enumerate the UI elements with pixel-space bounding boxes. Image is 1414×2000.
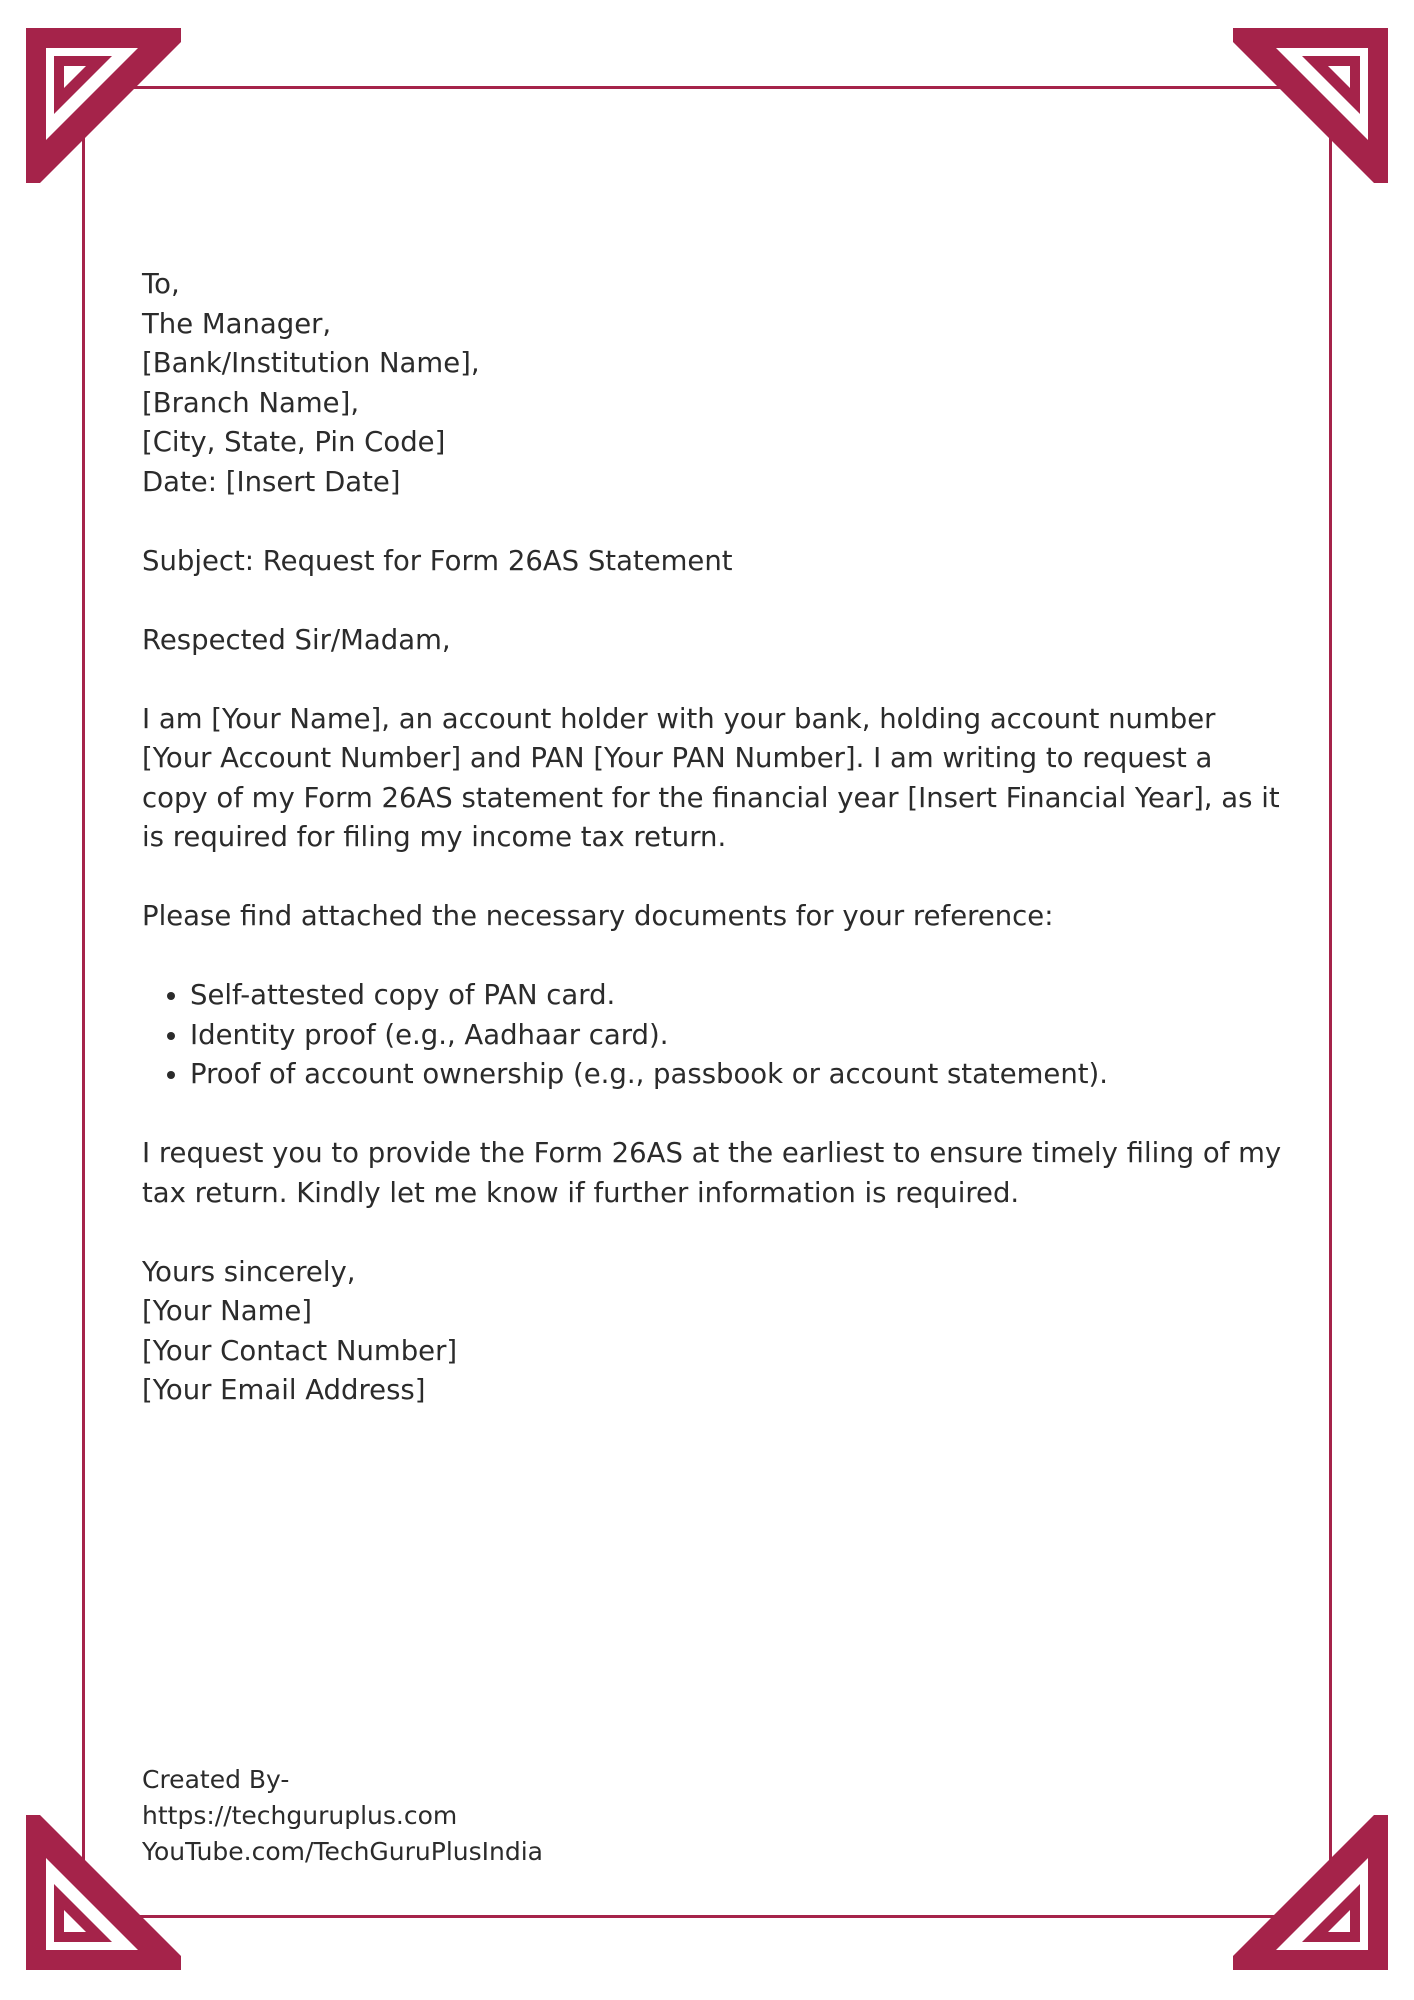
recipient-institution: [Bank/Institution Name], xyxy=(142,347,480,379)
recipient-block xyxy=(142,265,1282,502)
letter-date: Date: [Insert Date] xyxy=(142,465,401,498)
list-item: • Self-attested copy of PAN card. xyxy=(190,976,1282,1016)
signoff-contact: [Your Contact Number] xyxy=(142,1334,458,1367)
corner-ornament-top-right xyxy=(1228,28,1388,188)
list-item: • Proof of account ownership (e.g., passbook or account statement). xyxy=(190,1055,1282,1095)
signoff-name: [Your Name] xyxy=(142,1295,313,1327)
recipient-city: [City, State, Pin Code] xyxy=(142,426,446,458)
footer-credits xyxy=(142,1762,543,1870)
body-paragraph: I am [Your Name], an account holder with your bank, holding account number [Your Account Number] and PAN [Your PAN Number]. I am writing to request a copy of my Form 26AS statement for the financial year [Insert Financial Year], as it is required for filing my income tax return. xyxy=(142,702,1280,853)
recipient-branch: [Branch Name], xyxy=(142,386,360,419)
attachments-list xyxy=(142,976,1282,1095)
footer-created-by: Created By- xyxy=(142,1765,290,1794)
recipient-title: The Manager, xyxy=(142,307,332,340)
letter-body xyxy=(142,265,1282,1450)
corner-ornament-bottom-right xyxy=(1228,1810,1388,1970)
recipient-to: To, xyxy=(142,268,180,300)
closing-paragraph: I request you to provide the Form 26AS at the earliest to ensure timely filing of my tax return. Kindly let me know if further information is required. xyxy=(142,1137,1282,1209)
signoff-closing: Yours sincerely, xyxy=(142,1255,356,1288)
corner-ornament-top-left xyxy=(26,28,186,188)
signoff-block xyxy=(142,1253,1282,1411)
salutation: Respected Sir/Madam, xyxy=(142,623,451,656)
attachments-intro: Please find attached the necessary documents for your reference: xyxy=(142,900,1054,932)
footer-website-link[interactable]: https://techguruplus.com xyxy=(142,1801,458,1830)
list-item: • Identity proof (e.g., Aadhaar card). xyxy=(190,1016,1282,1056)
footer-youtube-link[interactable]: YouTube.com/TechGuruPlusIndia xyxy=(142,1837,544,1866)
signoff-email: [Your Email Address] xyxy=(142,1374,426,1406)
subject-line: Subject: Request for Form 26AS Statement xyxy=(142,544,733,577)
